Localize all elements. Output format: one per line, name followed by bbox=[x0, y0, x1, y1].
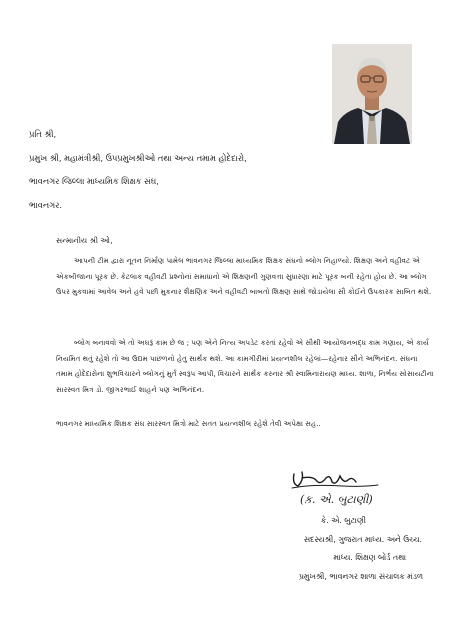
handwritten-signature bbox=[282, 466, 412, 506]
signer-title-line-2: માધ્ય. શિક્ષણ બોર્ડ તથા bbox=[333, 553, 406, 562]
svg-text:(ક઼. એ. બુટાણી): (ક઼. એ. બુટાણી) bbox=[300, 493, 373, 506]
paragraph-1: આપની ટીમ દ્વારા નૂતન નિર્માણ પામેલ ભાવનગર જિલ્લા માધ્યમિક શિક્ષક સંઘનો બ્લોગ નિહાળ્યો. શિક્ષણ અને વહીવટ એ એકબીજાના પૂરક છે. કેટલાક વહીવટી પ્રશ્નોનાં સમાધાનો એ શિક્ષણની ગુણવત્તા સુધારણા માટે પૂરક બની રહેતા હોય છે. આ બ્લોગ ઉપર મુકવામાં આવેલ અને હવે પછી મુકનાર શૈક્ષણિક અને વહીવટી બાબતો શિક્ષણ સાથે જોડાયેલા સૌ કોઈને ઉપકારક સાબિત થશે. bbox=[56, 256, 432, 296]
signer-title-line-1: સદસ્યશ્રી, ગુજરાત માધ્ય. અને ઉચ્ચ. bbox=[303, 535, 422, 544]
recipient-line-3: ભાવનગર જિલ્લા માધ્યમિક શિક્ષક સંઘ, bbox=[29, 176, 159, 186]
portrait-photo bbox=[332, 44, 412, 144]
signer-name: કે. એ. બુટાણી bbox=[320, 516, 366, 525]
recipient-line-2: પ્રમુખ શ્રી, મહામંત્રીશ્રી, ઉપપ્રમુખશ્રીઓ તથા અન્ય તમામ હોદેદારો, bbox=[29, 153, 247, 163]
recipient-line-4: ભાવનગર. bbox=[29, 200, 63, 210]
recipient-line-1: પ્રતિ શ્રી, bbox=[29, 129, 57, 139]
paragraph-2: બ્લોગ બનાવવો એ તો અઘરૂં કામ છે જ ; પણ એને નિત્ય અપડેટ કરતાં રહેવો એ સૌથી આયોજનબદ્ધ કામ ગણાય, એ કાર્ય નિયમિત થતું રહેશે તો આ ઉદ્યમ પાછળનો હેતુ સાર્થક થશે. આ કામગીરીમાં પ્રયત્નશીલ રહેલાં—રહેનાર સૌને અભિનંદન. સંઘના તમામ હોદેદારોના શુભવિચારને બ્લોગનું મુર્ત સ્વરૂપ આપી, વિચારને સાર્થક કરનાર શ્રી સ્વામિનારાયણ માધ્ય. શાળા, નિર્ભય સોસાયટીના સારસ્વત મિત્ર ડો. જીગરભાઈ શાહને પણ અભિનંદન. bbox=[56, 338, 434, 394]
paragraph-3: ભાવનગર માધ્યમિક શિક્ષક સંઘ સારસ્વત મિત્રો માટે સતત પ્રયત્નશીલ રહેશે તેવી અપેક્ષા સહ.. bbox=[56, 419, 321, 428]
salutation: સન્માનીય શ્રી ઓ, bbox=[56, 236, 113, 245]
signer-title-line-3: પ્રમુખશ્રી, ભાવનગર શાળા સંચાલક મંડળ bbox=[298, 572, 423, 581]
